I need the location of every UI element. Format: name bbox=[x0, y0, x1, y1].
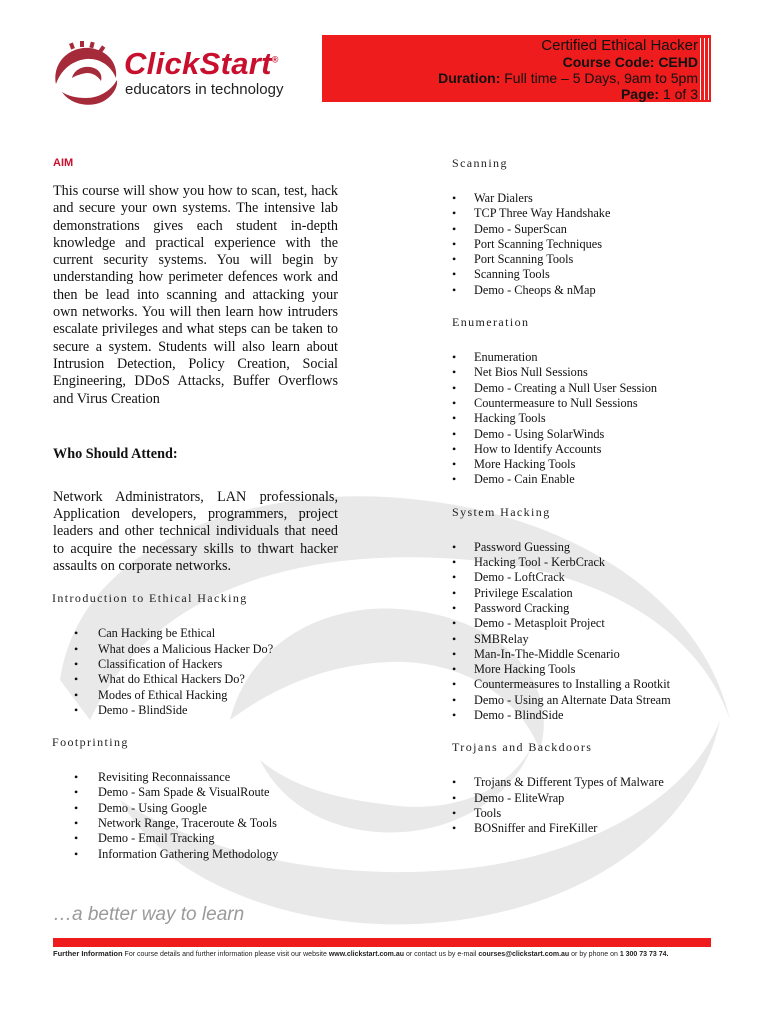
list-item: • Demo - Using SolarWinds bbox=[452, 427, 712, 442]
section-title-enumeration: Enumeration bbox=[452, 315, 530, 330]
list-item: • Password Guessing bbox=[452, 540, 712, 555]
brand-name: ClickStart® bbox=[124, 46, 279, 81]
course-header-info bbox=[438, 38, 698, 102]
right-column bbox=[452, 150, 712, 854]
list-item: • War Dialers bbox=[452, 191, 712, 206]
list-item: • Information Gathering Methodology bbox=[74, 847, 338, 862]
section-title-system-hacking: System Hacking bbox=[452, 504, 551, 519]
list-item: • Man-In-The-Middle Scenario bbox=[452, 647, 712, 662]
enumeration-topic-list bbox=[452, 350, 712, 488]
footer-tagline: …a better way to learn bbox=[53, 904, 245, 925]
list-item: • Demo - Cain Enable bbox=[452, 472, 712, 487]
intro-topic-list bbox=[74, 626, 338, 718]
clickstart-logo bbox=[50, 40, 320, 110]
list-item: • Demo - BlindSide bbox=[74, 703, 338, 718]
course-code: Course Code: CEHD bbox=[562, 54, 698, 70]
list-item: • Privilege Escalation bbox=[452, 586, 712, 601]
header-decorative-bars bbox=[698, 38, 712, 100]
list-item: • Demo - Cheops & nMap bbox=[452, 283, 712, 298]
system-hacking-topic-list bbox=[452, 540, 712, 724]
further-info-label: Further Information bbox=[53, 949, 123, 958]
scanning-topic-list bbox=[452, 191, 712, 298]
list-item: • Can Hacking be Ethical bbox=[74, 626, 338, 641]
left-column bbox=[53, 150, 338, 879]
email-link[interactable]: courses@clickstart.com.au bbox=[478, 951, 570, 958]
clickstart-swirl-icon bbox=[50, 40, 122, 110]
list-item: • Modes of Ethical Hacking bbox=[74, 688, 338, 703]
course-duration: Duration: Full time – 5 Days, 9am to 5pm bbox=[438, 70, 698, 86]
aim-label: AIM bbox=[53, 157, 74, 169]
list-item: • Demo - BlindSide bbox=[452, 708, 712, 723]
list-item: • Demo - Using an Alternate Data Stream bbox=[452, 693, 712, 708]
list-item: • Password Cracking bbox=[452, 601, 712, 616]
list-item: • Demo - SuperScan bbox=[452, 222, 712, 237]
list-item: • What does a Malicious Hacker Do? bbox=[74, 642, 338, 657]
section-title-scanning: Scanning bbox=[452, 156, 508, 170]
section-title-trojans: Trojans and Backdoors bbox=[452, 740, 593, 755]
phone-number: 1 300 73 73 74. bbox=[619, 951, 669, 958]
list-item: • Demo - Metasploit Project bbox=[452, 616, 712, 631]
footprinting-topic-list bbox=[74, 770, 338, 862]
list-item: • What do Ethical Hackers Do? bbox=[74, 672, 338, 687]
list-item: • BOSniffer and FireKiller bbox=[452, 821, 712, 836]
who-should-attend-paragraph: Network Administrators, LAN professionals, Application developers, programmers, project leaders and other technical individuals that need to acquire the necessary skills to thwart hacker assaults on corporate networks. bbox=[53, 488, 338, 575]
footer-contact-info: Further Information For course details and further information please visit our website www.clickstart.com.au or contact us by e-mail courses@clickstart.com.au or by phone on 1 300 73 73 74. bbox=[53, 949, 669, 958]
list-item: • Hacking Tools bbox=[452, 411, 712, 426]
list-item: • TCP Three Way Handshake bbox=[452, 206, 712, 221]
list-item: • Demo - Sam Spade & VisualRoute bbox=[74, 785, 338, 800]
list-item: • More Hacking Tools bbox=[452, 457, 712, 472]
course-title: Certified Ethical Hacker bbox=[541, 37, 698, 54]
list-item: • Trojans & Different Types of Malware bbox=[452, 775, 712, 790]
list-item: • Revisiting Reconnaissance bbox=[74, 770, 338, 785]
list-item: • Enumeration bbox=[452, 350, 712, 365]
list-item: • Demo - Using Google bbox=[74, 801, 338, 816]
list-item: • Countermeasure to Null Sessions bbox=[452, 396, 712, 411]
list-item: • Port Scanning Techniques bbox=[452, 237, 712, 252]
list-item: • More Hacking Tools bbox=[452, 662, 712, 677]
list-item: • How to Identify Accounts bbox=[452, 442, 712, 457]
footer-red-bar bbox=[53, 938, 711, 947]
aim-paragraph: This course will show you how to scan, test, hack and secure your own systems. The intensive lab demonstrations gives each student in-depth knowledge and practical experience with the current security systems. You will begin by understanding how perimeter defences work and then be lead into scanning and attacking your own networks. You will then learn how intruders escalate privileges and what steps can be taken to secure a system. Students will also learn about Intrusion Detection, Policy Creation, Social Engineering, DDoS Attacks, Buffer Overflows and Virus Creation bbox=[53, 183, 338, 407]
list-item: • Net Bios Null Sessions bbox=[452, 365, 712, 380]
who-should-attend-heading: Who Should Attend: bbox=[53, 445, 178, 462]
section-title-intro: Introduction to Ethical Hacking bbox=[52, 591, 248, 606]
trojans-topic-list bbox=[452, 775, 712, 836]
list-item: • SMBRelay bbox=[452, 632, 712, 647]
list-item: • Tools bbox=[452, 806, 712, 821]
list-item: • Demo - LoftCrack bbox=[452, 570, 712, 585]
page-indicator: Page: 1 of 3 bbox=[620, 86, 698, 102]
list-item: • Scanning Tools bbox=[452, 267, 712, 282]
course-header-band bbox=[322, 35, 711, 102]
section-title-footprinting: Footprinting bbox=[52, 735, 129, 750]
list-item: • Demo - EliteWrap bbox=[452, 791, 712, 806]
list-item: • Port Scanning Tools bbox=[452, 252, 712, 267]
list-item: • Hacking Tool - KerbCrack bbox=[452, 555, 712, 570]
list-item: • Demo - Creating a Null User Session bbox=[452, 381, 712, 396]
list-item: • Classification of Hackers bbox=[74, 657, 338, 672]
brand-tagline: educators in technology bbox=[125, 81, 284, 98]
list-item: • Network Range, Traceroute & Tools bbox=[74, 816, 338, 831]
website-link[interactable]: www.clickstart.com.au bbox=[328, 951, 405, 958]
list-item: • Countermeasures to Installing a Rootkit bbox=[452, 677, 712, 692]
list-item: • Demo - Email Tracking bbox=[74, 831, 338, 846]
